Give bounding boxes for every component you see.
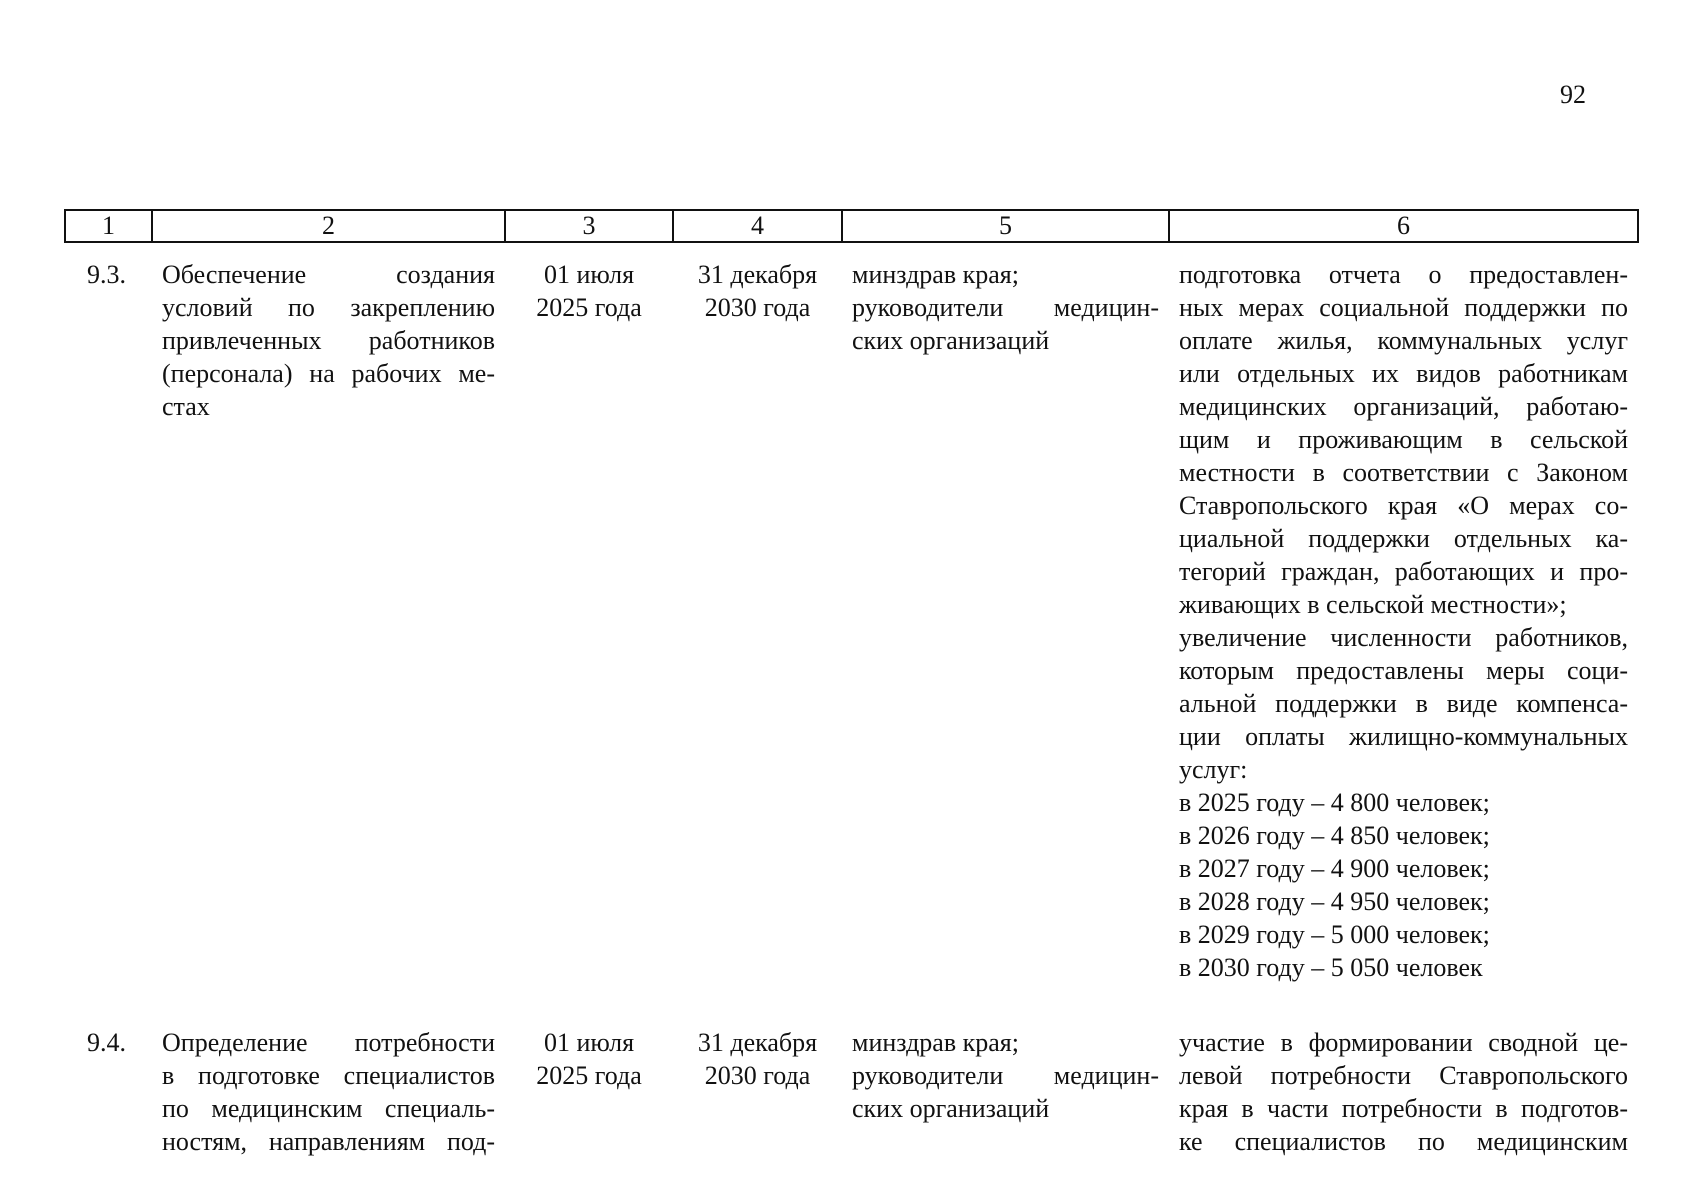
text-line: 31 декабря bbox=[697, 260, 818, 289]
text-line: края в части потребности в подготов- bbox=[1179, 1094, 1628, 1123]
text-line: в 2027 году – 4 900 человек; bbox=[1179, 854, 1490, 883]
table-row bbox=[65, 242, 1638, 1026]
table-row bbox=[65, 1026, 1638, 1158]
measures-table bbox=[64, 209, 1639, 1158]
text-line: в 2029 году – 5 000 человек; bbox=[1179, 920, 1490, 949]
text-line: в 2030 году – 5 050 человек bbox=[1179, 953, 1483, 982]
responsible-cell bbox=[842, 1026, 1169, 1158]
text-line: Обеспечение создания bbox=[162, 260, 495, 289]
task-cell bbox=[152, 242, 505, 1026]
column-header-2: 2 bbox=[152, 210, 505, 242]
start-date-cell bbox=[505, 1026, 673, 1158]
text-line: ных мерах социальной поддержки по bbox=[1179, 293, 1628, 322]
text-line: участие в формировании сводной це- bbox=[1179, 1028, 1628, 1057]
text-line: щим и проживающим в сельской bbox=[1179, 425, 1628, 454]
text-line: руководители медицин- bbox=[852, 1061, 1159, 1090]
text-line: минздрав края; bbox=[852, 1028, 1019, 1057]
text-line: в 2026 году – 4 850 человек; bbox=[1179, 821, 1490, 850]
text-line: ке специалистов по медицинским bbox=[1179, 1127, 1628, 1156]
text-line: медицинских организаций, работаю- bbox=[1179, 392, 1628, 421]
text-line: ции оплаты жилищно-коммунальных bbox=[1179, 722, 1628, 751]
text-line: живающих в сельской местности»; bbox=[1179, 590, 1567, 619]
text-line: стах bbox=[162, 392, 210, 421]
text-line: которым предоставлены меры соци- bbox=[1179, 656, 1628, 685]
result-cell bbox=[1169, 242, 1638, 1026]
text-line: в подготовке специалистов bbox=[162, 1061, 495, 1090]
text-line: 01 июля bbox=[543, 1028, 635, 1057]
column-header-5: 5 bbox=[842, 210, 1169, 242]
text-line: (персонала) на рабочих ме- bbox=[162, 359, 495, 388]
text-line: оплате жилья, коммунальных услуг bbox=[1179, 326, 1628, 355]
text-line: ностям, направлениям под- bbox=[162, 1127, 495, 1156]
text-line: 31 декабря bbox=[697, 1028, 818, 1057]
text-line: альной поддержки в виде компенса- bbox=[1179, 689, 1628, 718]
text-line: увеличение численности работников, bbox=[1179, 623, 1628, 652]
row-number: 9.3. bbox=[87, 260, 126, 289]
column-header-6: 6 bbox=[1169, 210, 1638, 242]
text-line: тегорий граждан, работающих и про- bbox=[1179, 557, 1628, 586]
result-cell bbox=[1169, 1026, 1638, 1158]
text-line: подготовка отчета о предоставлен- bbox=[1179, 260, 1628, 289]
text-line: циальной поддержки отдельных ка- bbox=[1179, 524, 1628, 553]
text-line: левой потребности Ставропольского bbox=[1179, 1061, 1628, 1090]
table-header-row bbox=[65, 210, 1638, 242]
row-number: 9.4. bbox=[87, 1028, 126, 1057]
text-line: в 2025 году – 4 800 человек; bbox=[1179, 788, 1490, 817]
text-line: привлеченных работников bbox=[162, 326, 495, 355]
text-line: 2030 года bbox=[704, 1061, 811, 1090]
text-line: ских организаций bbox=[852, 326, 1050, 355]
end-date-cell bbox=[673, 1026, 842, 1158]
text-line: по медицинским специаль- bbox=[162, 1094, 495, 1123]
text-line: 2025 года bbox=[536, 1061, 642, 1090]
text-line: 2030 года bbox=[704, 293, 811, 322]
text-line: Ставропольского края «О мерах со- bbox=[1179, 491, 1628, 520]
text-line: Определение потребности bbox=[162, 1028, 495, 1057]
page-number: 92 bbox=[1560, 80, 1586, 109]
task-cell bbox=[152, 1026, 505, 1158]
text-line: минздрав края; bbox=[852, 260, 1019, 289]
text-line: 01 июля bbox=[543, 260, 635, 289]
column-header-4: 4 bbox=[673, 210, 842, 242]
column-header-1: 1 bbox=[65, 210, 152, 242]
text-line: услуг: bbox=[1179, 755, 1248, 784]
end-date-cell bbox=[673, 242, 842, 1026]
column-header-3: 3 bbox=[505, 210, 673, 242]
text-line: или отдельных их видов работникам bbox=[1179, 359, 1628, 388]
responsible-cell bbox=[842, 242, 1169, 1026]
text-line: местности в соответствии с Законом bbox=[1179, 458, 1628, 487]
start-date-cell bbox=[505, 242, 673, 1026]
text-line: в 2028 году – 4 950 человек; bbox=[1179, 887, 1490, 916]
text-line: условий по закреплению bbox=[162, 293, 495, 322]
text-line: руководители медицин- bbox=[852, 293, 1159, 322]
text-line: 2025 года bbox=[536, 293, 642, 322]
text-line: ских организаций bbox=[852, 1094, 1050, 1123]
